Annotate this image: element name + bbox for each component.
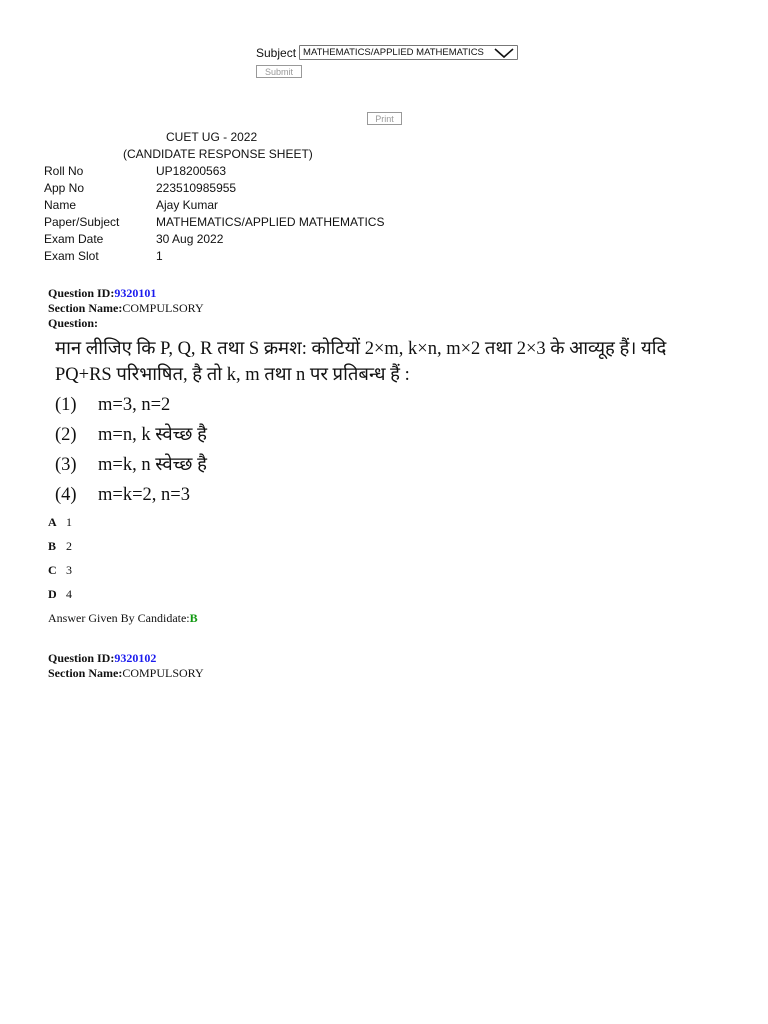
option-number: (4) bbox=[55, 485, 77, 505]
info-row-paper-subject bbox=[44, 215, 384, 232]
choice-value: 1 bbox=[66, 515, 72, 529]
choice-row bbox=[48, 538, 198, 562]
choice-row bbox=[48, 514, 198, 538]
info-value: 223510985955 bbox=[156, 181, 237, 195]
section-name-label: Section Name: bbox=[48, 666, 123, 680]
info-label: App No bbox=[44, 181, 85, 195]
question-option bbox=[55, 390, 735, 420]
info-row-app-no bbox=[44, 181, 384, 198]
choice-letter: D bbox=[48, 587, 57, 601]
info-value: 30 Aug 2022 bbox=[156, 232, 224, 246]
question-id-label: Question ID: bbox=[48, 286, 115, 300]
sheet-subtitle: (CANDIDATE RESPONSE SHEET) bbox=[123, 147, 313, 161]
choice-letter: B bbox=[48, 539, 57, 553]
option-text: m=n, k स्वेच्छ है bbox=[98, 425, 207, 445]
info-value: Ajay Kumar bbox=[156, 198, 219, 212]
option-number: (3) bbox=[55, 455, 77, 475]
choice-value: 2 bbox=[66, 539, 72, 553]
question-text-line: PQ+RS परिभाषित, है तो k, m तथा n पर प्रतिबन्ध हैं : bbox=[55, 365, 410, 385]
question-option bbox=[55, 480, 735, 510]
info-value: 1 bbox=[156, 249, 163, 263]
choice-letter: C bbox=[48, 563, 57, 577]
question-option bbox=[55, 420, 735, 450]
chevron-down-icon bbox=[493, 47, 515, 59]
info-label: Exam Slot bbox=[44, 249, 99, 263]
answer-value: B bbox=[189, 611, 198, 625]
info-value: MATHEMATICS/APPLIED MATHEMATICS bbox=[156, 215, 385, 229]
info-row-name bbox=[44, 198, 384, 215]
subject-label: Subject bbox=[256, 45, 297, 60]
subject-select[interactable] bbox=[299, 45, 518, 60]
submit-button[interactable]: Submit bbox=[256, 65, 302, 78]
question-body bbox=[55, 336, 735, 510]
info-value: UP18200563 bbox=[156, 164, 227, 178]
candidate-answer bbox=[48, 610, 198, 626]
info-label: Exam Date bbox=[44, 232, 104, 246]
question-id-label: Question ID: bbox=[48, 651, 115, 665]
sheet-title: CUET UG - 2022 bbox=[166, 130, 258, 144]
section-name-label: Section Name: bbox=[48, 301, 123, 315]
choice-row bbox=[48, 586, 198, 610]
choice-value: 3 bbox=[66, 563, 72, 577]
answer-label: Answer Given By Candidate: bbox=[48, 611, 190, 625]
option-text: m=k=2, n=3 bbox=[98, 485, 190, 505]
question-options bbox=[55, 390, 735, 510]
info-label: Roll No bbox=[44, 164, 84, 178]
option-text: m=3, n=2 bbox=[98, 395, 171, 415]
candidate-info-table bbox=[44, 164, 384, 266]
option-text: m=k, n स्वेच्छ है bbox=[98, 455, 207, 475]
info-row-exam-slot bbox=[44, 249, 384, 266]
question-id: 9320101 bbox=[114, 286, 157, 300]
choice-row bbox=[48, 562, 198, 586]
subject-selector-row bbox=[256, 45, 518, 60]
answer-choices bbox=[48, 514, 198, 626]
subject-select-value: MATHEMATICS/APPLIED MATHEMATICS bbox=[303, 47, 484, 58]
question-id: 9320102 bbox=[114, 651, 157, 665]
question-text-line: मान लीजिए कि P, Q, R तथा S क्रमश: कोटियों 2×m, k×n, m×2 तथा 2×3 के आव्यूह हैं। यदि bbox=[55, 339, 667, 359]
info-label: Name bbox=[44, 198, 77, 212]
section-name: COMPULSORY bbox=[122, 666, 204, 680]
info-row-exam-date bbox=[44, 232, 384, 249]
print-button[interactable]: Print bbox=[367, 112, 402, 125]
question-option bbox=[55, 450, 735, 480]
choice-value: 4 bbox=[66, 587, 72, 601]
option-number: (2) bbox=[55, 425, 77, 445]
choice-letter: A bbox=[48, 515, 57, 529]
section-name: COMPULSORY bbox=[122, 301, 204, 315]
info-row-roll-no bbox=[44, 164, 384, 181]
info-label: Paper/Subject bbox=[44, 215, 120, 229]
option-number: (1) bbox=[55, 395, 77, 415]
question-header bbox=[48, 286, 204, 331]
question-header bbox=[48, 651, 204, 681]
question-label: Question: bbox=[48, 316, 99, 330]
